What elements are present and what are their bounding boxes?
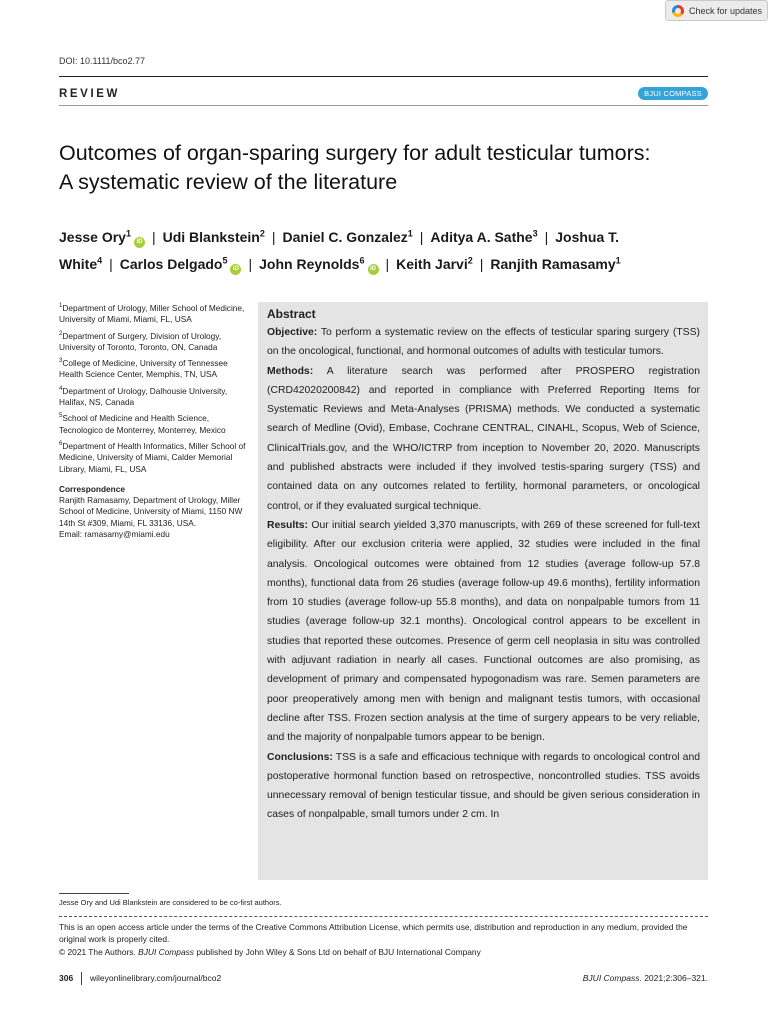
article-title <box>59 139 719 197</box>
affiliation-text: Department of Urology, Miller School of Medicine, University of Miami, Miami, FL, USA <box>59 303 245 325</box>
abstract-box <box>258 302 708 880</box>
license-note: This is an open access article under the terms of the Creative Commons Attribution License, which permits use, distribution and reproduction in any medium, provided the original work is properly cited. <box>59 922 688 944</box>
correspondence-heading: Correspondence <box>59 483 125 494</box>
methods-text: A literature search was performed after PROSPERO registration (CRD42020200842) and reported in compliance with Preferred Reporting Items for Systematic Reviews and Meta-Analyses (PRISMA) methods. We conducted a systematic search of Medline (Ovid), Embase, Cochrane CENTRAL, CINAHL, Scopus, Web of Science, ClinicalTrials.gov, and the WHO/ICTRP from inception to November 20, 2020. Manuscripts and published abstracts were included if they involved testis-sparing surgery (TSS) and contained data on any outcomes related to fertility, hormonal parameters, or oncological control, or if they evaluated surgical technique. <box>267 365 700 512</box>
citation-journal: BJUI Compass. <box>582 973 642 983</box>
author-affiliation-number: 2 <box>467 255 473 266</box>
author-separator: | <box>385 256 390 272</box>
author-separator: | <box>248 256 253 272</box>
affiliation <box>59 386 251 409</box>
results-text: Our initial search yielded 3,370 manuscripts, with 269 of these screened for full-text eligibility. After our exclusion criteria were applied, 32 studies were included in the final analysis. Oncological outcomes were obtained from 12 studies (average follow-up 57.8 months), functional data from 26 studies (average follow-up 49.6 months), fertility information from 10 studies (average follow-up 55.8 months), and data on nonpalpable tumors from 11 studies (average follow-up 32.1 months). Oncological control appears to be excellent in studies that reported these outcomes. Presence of germ cell neoplasia in situ was controlled with adjuvant radiation in nearly all cases. Functional outcomes are also promising, as development of primary and compensated hypogonadism was rare. Semen parameters are poor preoperatively among men with benign and malignant testis tumors, with occasional decline after TSS. Frozen section analysis at the time of surgery appears to be very reliable, and the majority of nonpalpable tumors appear to be benign. <box>267 519 701 744</box>
author-name: Aditya A. Sathe <box>430 229 533 245</box>
affiliations <box>59 303 251 540</box>
author-affiliation-number: 1 <box>125 228 131 239</box>
abstract-heading: Abstract <box>267 307 316 321</box>
orcid-icon[interactable]: iD <box>230 264 241 275</box>
author[interactable] <box>283 229 413 245</box>
article-type-rule <box>59 105 708 106</box>
affiliation-number: 3 <box>59 358 63 365</box>
copyright-note <box>59 946 711 958</box>
author-name: Jesse Ory <box>59 229 126 245</box>
author-affiliation-number: 1 <box>615 255 621 266</box>
author-affiliation-number: 2 <box>259 228 265 239</box>
abstract-objective <box>267 323 700 362</box>
orcid-icon[interactable]: iD <box>368 264 379 275</box>
author-name: Keith Jarvi <box>396 256 468 272</box>
affiliation <box>59 413 251 436</box>
objective-label: Objective: <box>267 327 318 338</box>
affiliation-text: Department of Health Informatics, Miller School of Medicine, University of Miami, Calder Memorial Library, Miami, FL, USA <box>59 440 246 474</box>
journal-badge: BJUI COMPASS <box>638 87 708 100</box>
author-separator: | <box>479 256 484 272</box>
citation-volume: 2021;2:306–321. <box>644 973 708 983</box>
author-separator: | <box>151 229 156 245</box>
abstract-conclusions <box>267 748 700 825</box>
author-name: Joshua T. White <box>59 229 620 272</box>
cofirst-note: Jesse Ory and Udi Blankstein are considered to be co-first authors. <box>59 898 282 907</box>
author[interactable] <box>259 256 378 272</box>
affiliation-text: School of Medicine and Health Science, Tecnologico de Monterrey, Monterrey, Mexico <box>59 413 226 435</box>
affiliation-text: Department of Urology, Dalhousie University, Halifax, NS, Canada <box>59 385 228 408</box>
article-type: REVIEW <box>59 88 120 100</box>
correspondence-email[interactable]: Email: ramasamy@miami.edu <box>59 529 170 540</box>
footnote-rule <box>59 893 129 894</box>
affiliation <box>59 331 251 354</box>
affiliation-text: Department of Surgery, Division of Urology, University of Toronto, Toronto, ON, Canada <box>59 330 222 352</box>
author[interactable] <box>163 229 265 245</box>
results-label: Results: <box>267 519 308 531</box>
author[interactable] <box>490 256 620 272</box>
author-name: Daniel C. Gonzalez <box>282 229 408 245</box>
orcid-icon[interactable]: iD <box>134 237 145 248</box>
author[interactable] <box>396 256 473 272</box>
author-name: Udi Blankstein <box>162 229 260 245</box>
author-affiliation-number: 1 <box>407 228 413 239</box>
affiliation <box>59 303 251 326</box>
author-name: Ranjith Ramasamy <box>490 256 616 272</box>
affiliation <box>59 441 251 475</box>
affiliation-number: 2 <box>59 330 63 337</box>
author[interactable] <box>120 256 242 272</box>
copyright-journal: BJUI Compass <box>138 947 194 957</box>
author-separator: | <box>419 229 424 245</box>
affiliation-number: 6 <box>59 441 63 448</box>
footer-divider <box>81 972 82 985</box>
author-affiliation-number: 5 <box>222 255 228 266</box>
author-affiliation-number: 4 <box>97 255 103 266</box>
author-separator: | <box>109 256 113 272</box>
doi: DOI: 10.1111/bco2.77 <box>59 56 146 66</box>
author-name: John Reynolds <box>259 256 360 272</box>
abstract-results <box>267 516 700 748</box>
abstract-methods <box>267 362 700 516</box>
affiliation-text: College of Medicine, University of Tennessee Health Science Center, Memphis, TN, USA <box>59 358 228 380</box>
check-for-updates-label: Check for updates <box>689 5 763 16</box>
affiliation-number: 4 <box>59 386 63 393</box>
affiliation-number: 1 <box>59 303 63 310</box>
author-separator: | <box>544 229 549 245</box>
methods-label: Methods: <box>267 365 314 377</box>
affiliation-number: 5 <box>59 413 63 420</box>
page-number: 306 <box>59 973 74 983</box>
author-affiliation-number: 6 <box>359 255 365 266</box>
author[interactable] <box>59 229 145 245</box>
author-list <box>59 224 709 278</box>
affiliation <box>59 358 251 381</box>
copyright-suffix: published by John Wiley & Sons Ltd on behalf of BJU International Company <box>196 947 481 957</box>
journal-url-link[interactable]: wileyonlinelibrary.com/journal/bco2 <box>90 973 222 983</box>
author-name: Carlos Delgado <box>119 256 223 272</box>
author-affiliation-number: 3 <box>532 228 538 239</box>
title-line-1: Outcomes of organ-sparing surgery for adult testicular tumors: <box>59 141 651 165</box>
objective-text: To perform a systematic review on the effects of testicular sparing surgery (TSS) on the oncological, functional, and hormonal outcomes of adults with testicular tumors. <box>267 327 700 358</box>
crossmark-icon <box>672 5 684 17</box>
correspondence-address: Ranjith Ramasamy, Department of Urology, Miller School of Medicine, University of Miami, 1150 NW 14th St #309, Miami, FL 33136, USA. <box>59 495 243 528</box>
copyright-prefix: © 2021 The Authors. <box>59 947 136 957</box>
conclusions-label: Conclusions: <box>267 751 333 763</box>
author-separator: | <box>271 229 276 245</box>
check-for-updates-button[interactable] <box>665 0 768 21</box>
header-rule <box>59 76 708 77</box>
conclusions-text: TSS is a safe and efficacious technique with regards to oncological control and postoperative hormonal function based on retrospective, noncontrolled studies. TSS avoids unnecessary removal of benign testicular tissue, and should be given serious consideration in cases of nonpalpable, small tumors under 2 cm. In <box>267 751 701 821</box>
citation <box>583 973 708 983</box>
title-line-2: A systematic review of the literature <box>59 170 398 194</box>
author[interactable] <box>430 229 537 245</box>
page-footer <box>59 973 708 987</box>
license-rule <box>59 916 708 917</box>
